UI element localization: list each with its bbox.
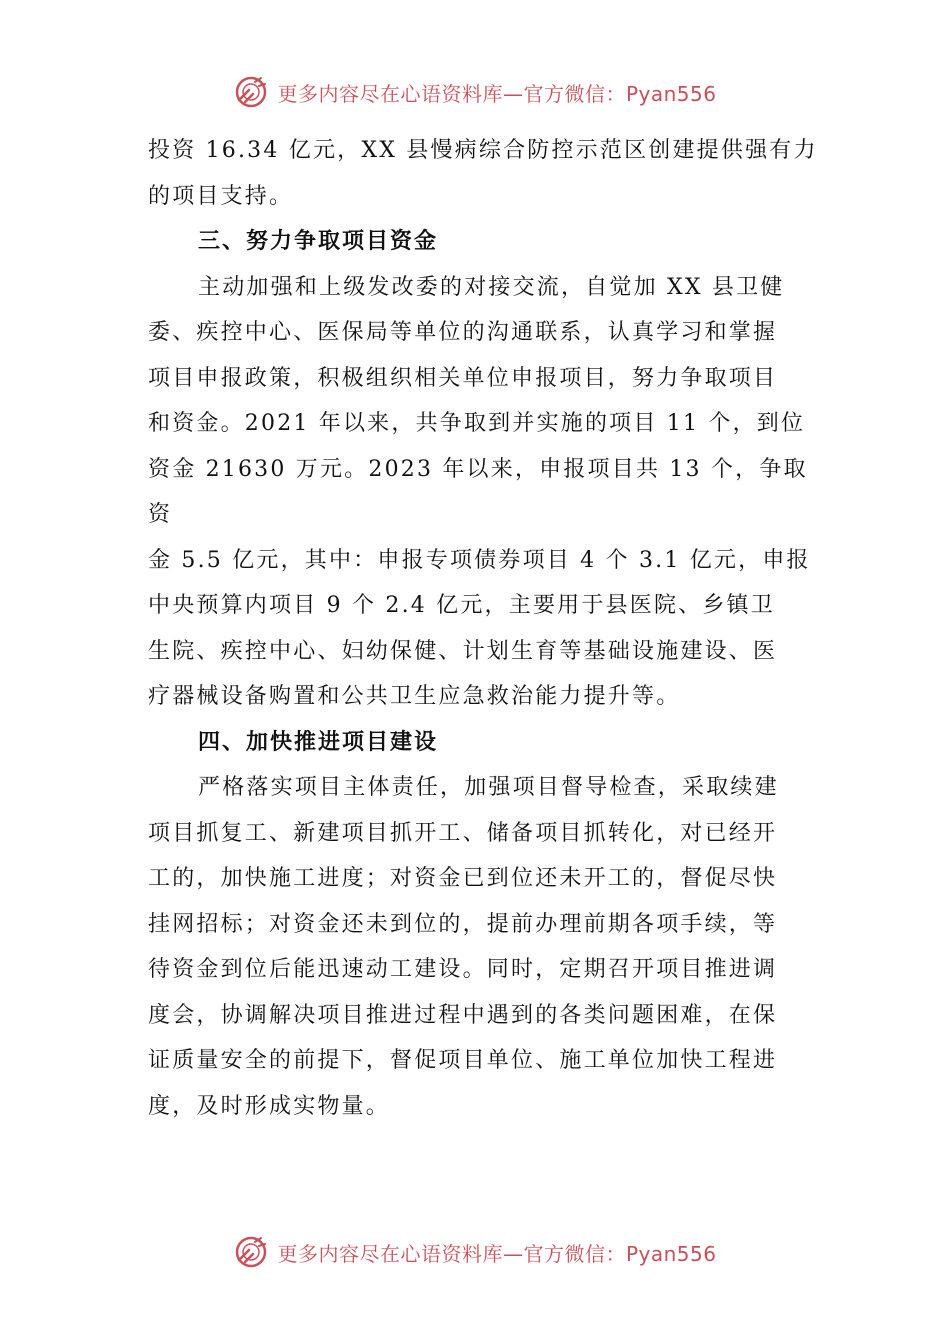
body-line: 项目抓复工、新建项目抓开工、储备项目抓转化，对已经开 (148, 820, 778, 846)
body-line: 中央预算内项目 9 个 2.4 亿元，主要用于县医院、乡镇卫 (148, 593, 775, 618)
section-heading: 四、加快推进项目建设 (198, 729, 439, 755)
body-line: 严格落实项目主体责任，加强项目督导检查，采取续建 (198, 775, 779, 800)
section-heading: 三、努力争取项目资金 (198, 229, 439, 254)
body-line: 主动加强和上级发改委的对接交流，自觉加 XX 县卫健 (198, 274, 785, 300)
body-line: 和资金。2021 年以来，共争取到并实施的项目 11 个，到位 (148, 411, 806, 436)
body-line: 度会，协调解决项目推进过程中遇到的各类问题困难，在保 (148, 1002, 778, 1028)
body-line: 的项目支持。 (148, 183, 294, 209)
sun-wreath-logo-icon (233, 74, 269, 110)
body-line: 委、疾控中心、医保局等单位的沟通联系，认真学习和掌握 (148, 320, 778, 345)
body-line: 生院、疾控中心、妇幼保健、计划生育等基础设施建设、医 (148, 638, 778, 664)
footer-watermark-text: 更多内容尽在心语资料库—官方微信：Pyan556 (277, 1241, 717, 1266)
body-line: 投资 16.34 亿元，XX 县慢病综合防控示范区创建提供强有力 (148, 138, 818, 163)
sun-wreath-logo-icon (233, 1234, 269, 1270)
body-line: 项目申报政策，积极组织相关单位申报项目，努力争取项目 (148, 365, 778, 391)
body-line: 资 (148, 502, 173, 527)
document-body (148, 128, 820, 1129)
footer-watermark-banner (0, 1232, 950, 1272)
body-line: 工的，加快施工进度；对资金已到位还未开工的，督促尽快 (148, 866, 778, 891)
body-line: 度，及时形成实物量。 (148, 1093, 391, 1119)
body-line: 疗器械设备购置和公共卫生应急救治能力提升等。 (148, 684, 681, 709)
header-watermark-banner (0, 72, 950, 112)
body-line: 金 5.5 亿元，其中：申报专项债券项目 4 个 3.1 亿元，申报 (148, 547, 811, 573)
body-line: 证质量安全的前提下，督促项目单位、施工单位加快工程进 (148, 1048, 778, 1073)
body-line: 资金 21630 万元。2023 年以来，申报项目共 13 个，争取 (148, 456, 808, 482)
body-line: 待资金到位后能迅速动工建设。同时，定期召开项目推进调 (148, 957, 778, 982)
body-line: 挂网招标；对资金还未到位的，提前办理前期各项手续，等 (148, 911, 778, 937)
header-watermark-text: 更多内容尽在心语资料库—官方微信：Pyan556 (277, 81, 717, 106)
